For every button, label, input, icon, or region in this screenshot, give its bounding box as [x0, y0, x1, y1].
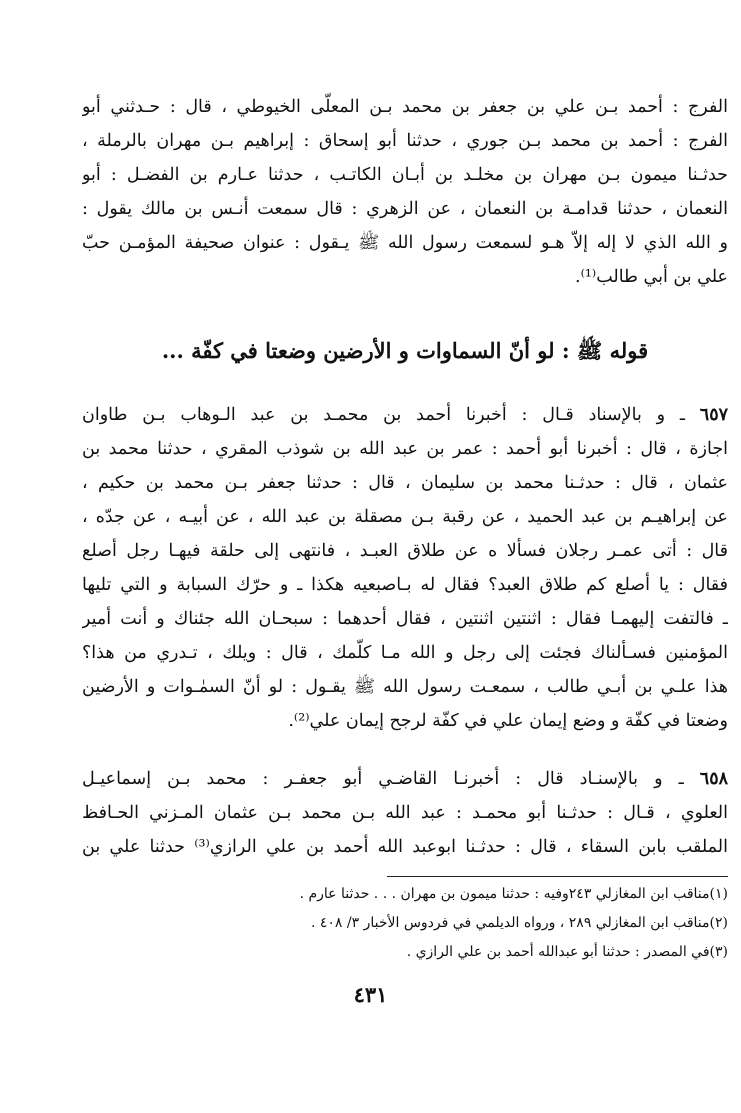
text-line: قال : أتى عمـر رجلان فسألا ه عن طلاق العبـد ، فانتهى إلى حلقة فيهـا رجل أصلع — [82, 541, 728, 561]
text-line: النعمان ، حدثنا قدامـة بن النعمان ، عن الزهري : قال سمعت أنـس بن مالك يقول : — [82, 199, 728, 219]
text-line: اجازة ، قال : أخبرنا أبو أحمد : عمر بن عبد الله بن شوذب المقري ، حدثنا محمد بن — [82, 439, 728, 459]
text-line: العلوي ، قـال : حدثـنا أبو محمـد : عبد الله بـن محمد بـن عثمان المـزني الحـافظ — [82, 803, 728, 823]
text-line: هذا علـي بن أبـي طالب ، سمعـت رسول الله ﷺ يقـول : لو أنّ السمٰـوات و الأرضين — [82, 677, 728, 697]
text-line: حدثـنا ميمون بـن مهران بن مخلـد بن أبـان الكاتـب ، حدثنا عـارم بن الفضـل : أبو — [82, 165, 728, 185]
footnotes — [82, 880, 728, 967]
footnote: (١)مناقب ابن المغازلي ٢٤٣وفيه : حدثنا ميمون بن مهران . . . حدثنا عارم . — [299, 886, 728, 902]
text-line: عثمان ، قال : حدثـنا محمد بن سليمان ، قال : حدثنا جعفر بـن محمد بن حكيم ، — [82, 473, 728, 493]
text-line: وضعتا في كفّة و وضع إيمان علي في كفّة لرجح إيمان علي⁽²⁾. — [288, 711, 728, 731]
paragraph-continuation — [82, 90, 728, 294]
text-line: علي بن أبي طالب⁽¹⁾. — [575, 267, 728, 287]
text-line: ٦٥٧ ـ و بالإسناد قـال : أخبرنا أحمد بن محمـد بن عبد الـوهاب بـن طاوان — [82, 405, 728, 425]
paragraph-657 — [82, 398, 728, 738]
footnote: (٣)في المصدر : حدثنا أبو عبدالله أحمد بن علي الرازي . — [406, 944, 728, 960]
text-line: عن إبراهيـم بن عبد الحميد ، عن رقبة بـن مصقلة بن عبد الله ، عن أبيـه ، عن جدّه ، — [82, 507, 728, 527]
text-line: الفرج : أحمد بـن علي بن جعفر بن محمد بـن المعلّى الخيوطي ، قال : حـدثني أبو — [82, 97, 728, 117]
footnote-divider — [387, 876, 728, 877]
text-line: ٦٥٨ ـ و بالإسنـاد قال : أخبرنـا القاضـي أبو جعفـر : محمد بـن إسماعيـل — [82, 769, 728, 789]
text-line: الفرج : أحمد بن محمد بـن جوري ، حدثنا أبو إسحاق : إبراهيم بـن مهران بالرملة ، — [82, 131, 728, 151]
text-line: ـ فالتفت إليهمـا فقال : اثنتين اثنتين ، فقال أحدهما : سبحـان الله جئناك و أنت أمير — [82, 609, 728, 629]
paragraph-658 — [82, 762, 728, 864]
footnote: (٢)مناقب ابن المغازلي ٢٨٩ ، ورواه الديلمي في فردوس الأخبار ٣/ ٤٠٨ . — [310, 915, 728, 931]
text-line: المؤمنين فسـألناك فجئت إلى رجل و الله مـا كلّمك ، قال : ويلك ، تـدري من هذا؟ — [82, 643, 728, 663]
hadith-number: ٦٥٨ — [699, 769, 728, 789]
section-heading: قوله ﷺ : لو أنّ السماوات و الأرضين وضعتا في كفّة ... — [161, 338, 649, 363]
hadith-number: ٦٥٧ — [699, 405, 728, 425]
text-line: الملقب بابن السقاء ، قال : حدثـنا ابوعبد الله أحمد بن علي الرازي⁽³⁾ حدثنا علي بن — [82, 837, 728, 857]
text-line: فقال : يا أصلع كم طلاق العبد؟ فقال له بـاصبعيه هكذا ـ و حرّك السبابة و التي تليها — [82, 575, 728, 595]
page-number: ٤٣١ — [353, 982, 388, 1007]
text-line: و الله الذي لا إله إلاّ هـو لسمعت رسول الله ﷺ يـقول : عنوان صحيفة المؤمـن حبّ — [82, 233, 728, 253]
